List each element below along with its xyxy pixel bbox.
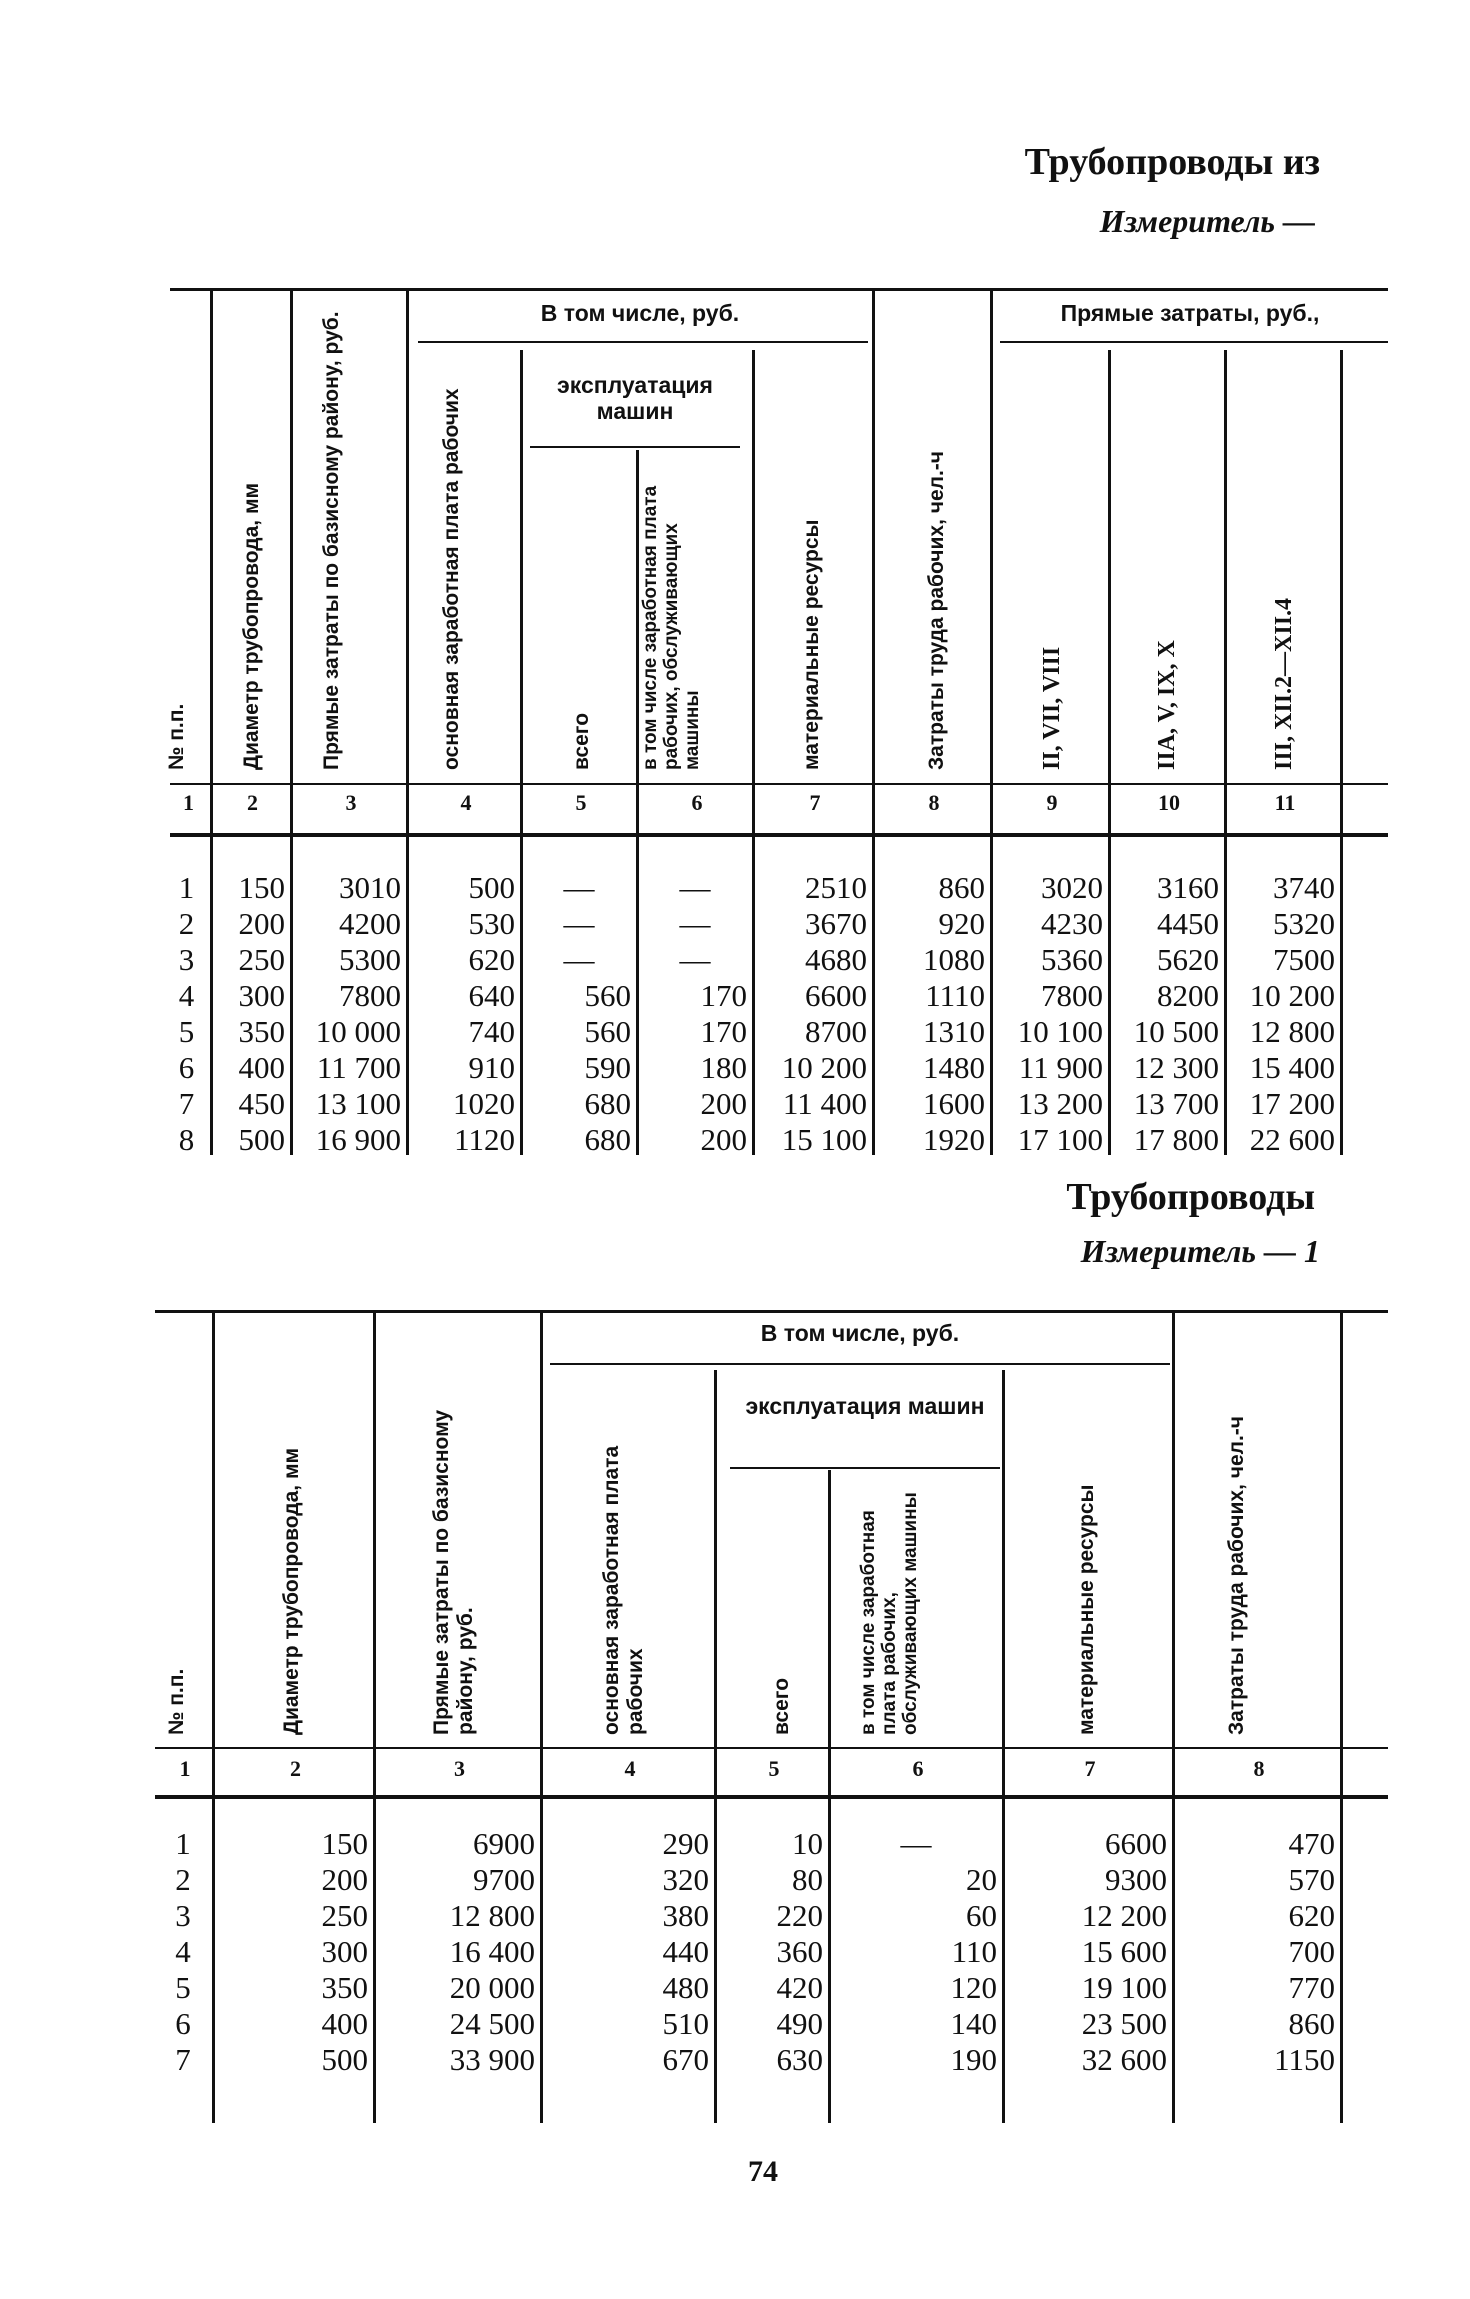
t2-cell: 470 bbox=[1288, 1826, 1335, 1861]
t2-header-materials: материальные ресурсы bbox=[1075, 1484, 1098, 1735]
t1-cell: 12 300 bbox=[1133, 1050, 1219, 1085]
t2-cell: 19 100 bbox=[1081, 1970, 1167, 2005]
t2-cell: 500 bbox=[321, 2042, 368, 2077]
t1-cell: 300 bbox=[238, 978, 285, 1013]
t1-cell: 3010 bbox=[339, 870, 401, 905]
t1-cell: 680 bbox=[584, 1122, 631, 1157]
t2-cell: 320 bbox=[662, 1862, 709, 1897]
t1-cell: 560 bbox=[584, 978, 631, 1013]
t1-cell: 1600 bbox=[923, 1086, 985, 1121]
t1-cell: 5620 bbox=[1157, 942, 1219, 977]
t2-cell: 120 bbox=[950, 1970, 997, 2005]
section1-title: Трубопроводы из bbox=[1024, 141, 1320, 183]
t1-cell: 3 bbox=[178, 942, 195, 977]
t1-cell: 22 600 bbox=[1249, 1122, 1335, 1157]
t2-cell: 420 bbox=[776, 1970, 823, 2005]
t1-cell: 10 200 bbox=[1249, 978, 1335, 1013]
t1-colnum: 3 bbox=[345, 790, 357, 815]
t1-cell: 1 bbox=[178, 870, 195, 905]
t1-cell: 10 000 bbox=[315, 1014, 401, 1049]
t2-cell: 110 bbox=[951, 1934, 997, 1969]
t2-colnum: 5 bbox=[768, 1756, 780, 1781]
t2-cell: 24 500 bbox=[449, 2006, 535, 2041]
t1-cell: 170 bbox=[700, 1014, 747, 1049]
t1-cell: — bbox=[563, 870, 595, 905]
header-num: № п.п. bbox=[165, 703, 188, 770]
t1-cell: — bbox=[679, 870, 711, 905]
t2-cell: 380 bbox=[662, 1898, 709, 1933]
t1-cell: — bbox=[563, 906, 595, 941]
t1-cell: 1920 bbox=[923, 1122, 985, 1157]
t2-header-labor: Затраты труда рабочих, чел.-ч bbox=[1225, 1416, 1248, 1735]
t1-cell: 10 500 bbox=[1133, 1014, 1219, 1049]
t2-cell: 200 bbox=[321, 1862, 368, 1897]
t1-cell: 1120 bbox=[454, 1122, 515, 1157]
header-materials: материальные ресурсы bbox=[800, 519, 823, 770]
header-total: всего bbox=[570, 712, 593, 770]
t1-cell: 4680 bbox=[805, 942, 867, 977]
t1-cell: 1310 bbox=[923, 1014, 985, 1049]
t2-cell: 290 bbox=[662, 1826, 709, 1861]
t1-cell: 400 bbox=[238, 1050, 285, 1085]
t2-cell: 9300 bbox=[1105, 1862, 1167, 1897]
t2-cell: 80 bbox=[792, 1862, 823, 1897]
t2-cell: 250 bbox=[321, 1898, 368, 1933]
t1-colnum: 7 bbox=[809, 790, 821, 815]
t1-cell: 8700 bbox=[805, 1014, 867, 1049]
t2-cell: 5 bbox=[175, 1970, 191, 2005]
t2-colnum: 1 bbox=[179, 1756, 191, 1781]
t2-header-diameter: Диаметр трубопровода, мм bbox=[280, 1447, 303, 1735]
t1-cell: 17 200 bbox=[1249, 1086, 1335, 1121]
t1-colnum: 11 bbox=[1274, 790, 1296, 815]
t1-colnum: 10 bbox=[1158, 790, 1180, 815]
t1-cell: 8200 bbox=[1157, 978, 1219, 1013]
t2-cell: 6900 bbox=[473, 1826, 535, 1861]
t1-cell: 10 200 bbox=[781, 1050, 867, 1085]
t1-colnum: 2 bbox=[247, 790, 258, 815]
t1-cell: 2510 bbox=[805, 870, 867, 905]
t1-cell: 920 bbox=[938, 906, 985, 941]
page-number: 74 bbox=[748, 2155, 778, 2188]
t1-cell: 15 100 bbox=[781, 1122, 867, 1157]
t1-cell: 11 700 bbox=[316, 1050, 401, 1085]
t1-cell: 200 bbox=[238, 906, 285, 941]
t1-cell: 180 bbox=[700, 1050, 747, 1085]
t2-cell: 16 400 bbox=[449, 1934, 535, 1969]
t2-cell: — bbox=[900, 1826, 932, 1861]
section1-subtitle: Измеритель — bbox=[1099, 203, 1315, 239]
t1-cell: — bbox=[679, 942, 711, 977]
t1-cell: — bbox=[679, 906, 711, 941]
t2-cell: 480 bbox=[662, 1970, 709, 2005]
t2-header-incl-wage: в том числе заработная плата рабочих, обслуживающих машины bbox=[858, 1492, 921, 1735]
t2-cell: 140 bbox=[950, 2006, 997, 2041]
t1-cell: 5 bbox=[178, 1014, 195, 1049]
t1-colnum: 6 bbox=[691, 790, 703, 815]
header-direct-regions: Прямые затраты, руб., bbox=[1060, 300, 1320, 326]
t2-cell: 32 600 bbox=[1081, 2042, 1167, 2077]
t1-cell: 16 900 bbox=[315, 1122, 401, 1157]
t2-cell: 770 bbox=[1288, 1970, 1335, 2005]
t2-cell: 4 bbox=[175, 1934, 191, 1969]
t2-colnum: 3 bbox=[454, 1756, 465, 1781]
t2-colnum: 4 bbox=[624, 1756, 636, 1781]
t2-cell: 20 bbox=[966, 1862, 997, 1897]
header-machines: эксплуатация машин bbox=[557, 372, 713, 424]
t1-cell: 500 bbox=[468, 870, 515, 905]
t2-header-direct: Прямые затраты по базисному району, руб. bbox=[430, 1409, 477, 1735]
t1-cell: 1080 bbox=[923, 942, 985, 977]
header-wage: основная заработная плата рабочих bbox=[440, 388, 463, 770]
t1-cell: 200 bbox=[700, 1122, 747, 1157]
t2-colnum: 2 bbox=[290, 1756, 301, 1781]
t2-cell: 670 bbox=[662, 2042, 709, 2077]
t1-cell: 3020 bbox=[1041, 870, 1103, 905]
header-incl: В том числе, руб. bbox=[540, 300, 740, 326]
t2-header-machines: эксплуатация машин bbox=[745, 1393, 985, 1419]
t2-cell: 700 bbox=[1288, 1934, 1335, 1969]
t1-cell: 740 bbox=[468, 1014, 515, 1049]
header-labor: Затраты труда рабочих, чел.-ч bbox=[925, 451, 948, 770]
t2-cell: 400 bbox=[321, 2006, 368, 2041]
t2-cell: 23 500 bbox=[1081, 2006, 1167, 2041]
t2-cell: 220 bbox=[776, 1898, 823, 1933]
t1-cell: 4 bbox=[178, 978, 195, 1013]
t2-cell: 20 000 bbox=[449, 1970, 535, 2005]
t2-cell: 490 bbox=[776, 2006, 823, 2041]
t1-cell: 640 bbox=[468, 978, 515, 1013]
t1-cell: 500 bbox=[238, 1122, 285, 1157]
t1-cell: 4200 bbox=[339, 906, 401, 941]
t1-cell: 13 100 bbox=[315, 1086, 401, 1121]
t1-cell: 8 bbox=[178, 1122, 195, 1157]
t2-cell: 350 bbox=[321, 1970, 368, 2005]
t1-cell: 6 bbox=[178, 1050, 195, 1085]
t1-cell: 13 700 bbox=[1133, 1086, 1219, 1121]
t1-cell: 530 bbox=[468, 906, 515, 941]
t1-cell: 350 bbox=[238, 1014, 285, 1049]
t1-cell: 590 bbox=[584, 1050, 631, 1085]
t1-colnum: 8 bbox=[928, 790, 940, 815]
t1-cell: 2 bbox=[178, 906, 195, 941]
t1-cell: 150 bbox=[238, 870, 285, 905]
t2-header-num: № п.п. bbox=[165, 1668, 188, 1735]
t1-cell: 560 bbox=[584, 1014, 631, 1049]
t2-cell: 1150 bbox=[1274, 2042, 1335, 2077]
t1-cell: 1020 bbox=[453, 1086, 515, 1121]
t2-cell: 15 600 bbox=[1081, 1934, 1167, 1969]
header-direct: Прямые затраты по базисному району, руб. bbox=[320, 311, 343, 770]
t2-colnum: 7 bbox=[1084, 1756, 1096, 1781]
t1-cell: 7 bbox=[178, 1086, 195, 1121]
t1-cell: 7800 bbox=[1041, 978, 1103, 1013]
t1-cell: 1110 bbox=[925, 978, 985, 1013]
t2-cell: 570 bbox=[1288, 1862, 1335, 1897]
t2-cell: 360 bbox=[776, 1934, 823, 1969]
t2-cell: 150 bbox=[321, 1826, 368, 1861]
t1-cell: 17 100 bbox=[1017, 1122, 1103, 1157]
t1-cell: 1480 bbox=[923, 1050, 985, 1085]
t2-cell: 300 bbox=[321, 1934, 368, 1969]
t1-cell: 5300 bbox=[339, 942, 401, 977]
t1-cell: 620 bbox=[468, 942, 515, 977]
section2-subtitle: Измеритель — 1 bbox=[1080, 1233, 1320, 1269]
t1-cell: 6600 bbox=[805, 978, 867, 1013]
t2-cell: 33 900 bbox=[449, 2042, 535, 2077]
t2-cell: 9700 bbox=[473, 1862, 535, 1897]
t1-cell: 11 400 bbox=[782, 1086, 867, 1121]
t2-cell: 12 800 bbox=[449, 1898, 535, 1933]
section2-title: Трубопроводы bbox=[1066, 1176, 1315, 1218]
t2-cell: 630 bbox=[776, 2042, 823, 2077]
t2-cell: 7 bbox=[175, 2042, 191, 2077]
t1-cell: 7800 bbox=[339, 978, 401, 1013]
t2-cell: 620 bbox=[1288, 1898, 1335, 1933]
t1-cell: 4230 bbox=[1041, 906, 1103, 941]
t1-cell: 450 bbox=[238, 1086, 285, 1121]
t1-cell: 5320 bbox=[1273, 906, 1335, 941]
t1-cell: — bbox=[563, 942, 595, 977]
t1-cell: 860 bbox=[938, 870, 985, 905]
t1-colnum: 5 bbox=[575, 790, 587, 815]
t2-cell: 6600 bbox=[1105, 1826, 1167, 1861]
t1-colnum: 9 bbox=[1046, 790, 1058, 815]
t2-cell: 60 bbox=[966, 1898, 997, 1933]
t2-cell: 6 bbox=[175, 2006, 191, 2041]
header-r2: IIA, V, IX, X bbox=[1154, 640, 1180, 770]
t2-colnum: 8 bbox=[1253, 1756, 1265, 1781]
t1-cell: 3160 bbox=[1157, 870, 1219, 905]
t1-cell: 200 bbox=[700, 1086, 747, 1121]
t1-cell: 10 100 bbox=[1017, 1014, 1103, 1049]
t1-cell: 4450 bbox=[1157, 906, 1219, 941]
t1-cell: 17 800 bbox=[1133, 1122, 1219, 1157]
t1-cell: 3740 bbox=[1273, 870, 1335, 905]
t1-cell: 170 bbox=[700, 978, 747, 1013]
t1-cell: 680 bbox=[584, 1086, 631, 1121]
t2-header-wage: основная заработная плата рабочих bbox=[600, 1445, 647, 1735]
t1-cell: 3670 bbox=[805, 906, 867, 941]
header-incl-wage: в том числе заработная плата рабочих, обслуживающих машины bbox=[640, 485, 703, 770]
t1-cell: 15 400 bbox=[1249, 1050, 1335, 1085]
t2-cell: 1 bbox=[175, 1826, 191, 1861]
t1-colnum: 1 bbox=[183, 790, 194, 815]
t1-cell: 12 800 bbox=[1249, 1014, 1335, 1049]
t1-colnum: 4 bbox=[460, 790, 472, 815]
t2-header-incl: В том числе, руб. bbox=[760, 1320, 960, 1346]
t2-colnum: 6 bbox=[912, 1756, 924, 1781]
t2-cell: 10 bbox=[792, 1826, 823, 1861]
header-r3: III, XII.2—XII.4 bbox=[1271, 597, 1297, 770]
header-diameter: Диаметр трубопровода, мм bbox=[240, 482, 263, 770]
t2-cell: 510 bbox=[662, 2006, 709, 2041]
t2-cell: 190 bbox=[950, 2042, 997, 2077]
t1-cell: 5360 bbox=[1041, 942, 1103, 977]
t2-header-total: всего bbox=[770, 1677, 793, 1735]
t2-cell: 2 bbox=[175, 1862, 191, 1897]
t1-cell: 11 900 bbox=[1018, 1050, 1103, 1085]
t1-cell: 13 200 bbox=[1017, 1086, 1103, 1121]
t1-cell: 250 bbox=[238, 942, 285, 977]
t2-cell: 3 bbox=[175, 1898, 191, 1933]
header-r1: II, VII, VIII bbox=[1039, 646, 1065, 770]
t1-cell: 7500 bbox=[1273, 942, 1335, 977]
t1-cell: 910 bbox=[468, 1050, 515, 1085]
t2-cell: 12 200 bbox=[1081, 1898, 1167, 1933]
t2-cell: 860 bbox=[1288, 2006, 1335, 2041]
t2-cell: 440 bbox=[662, 1934, 709, 1969]
